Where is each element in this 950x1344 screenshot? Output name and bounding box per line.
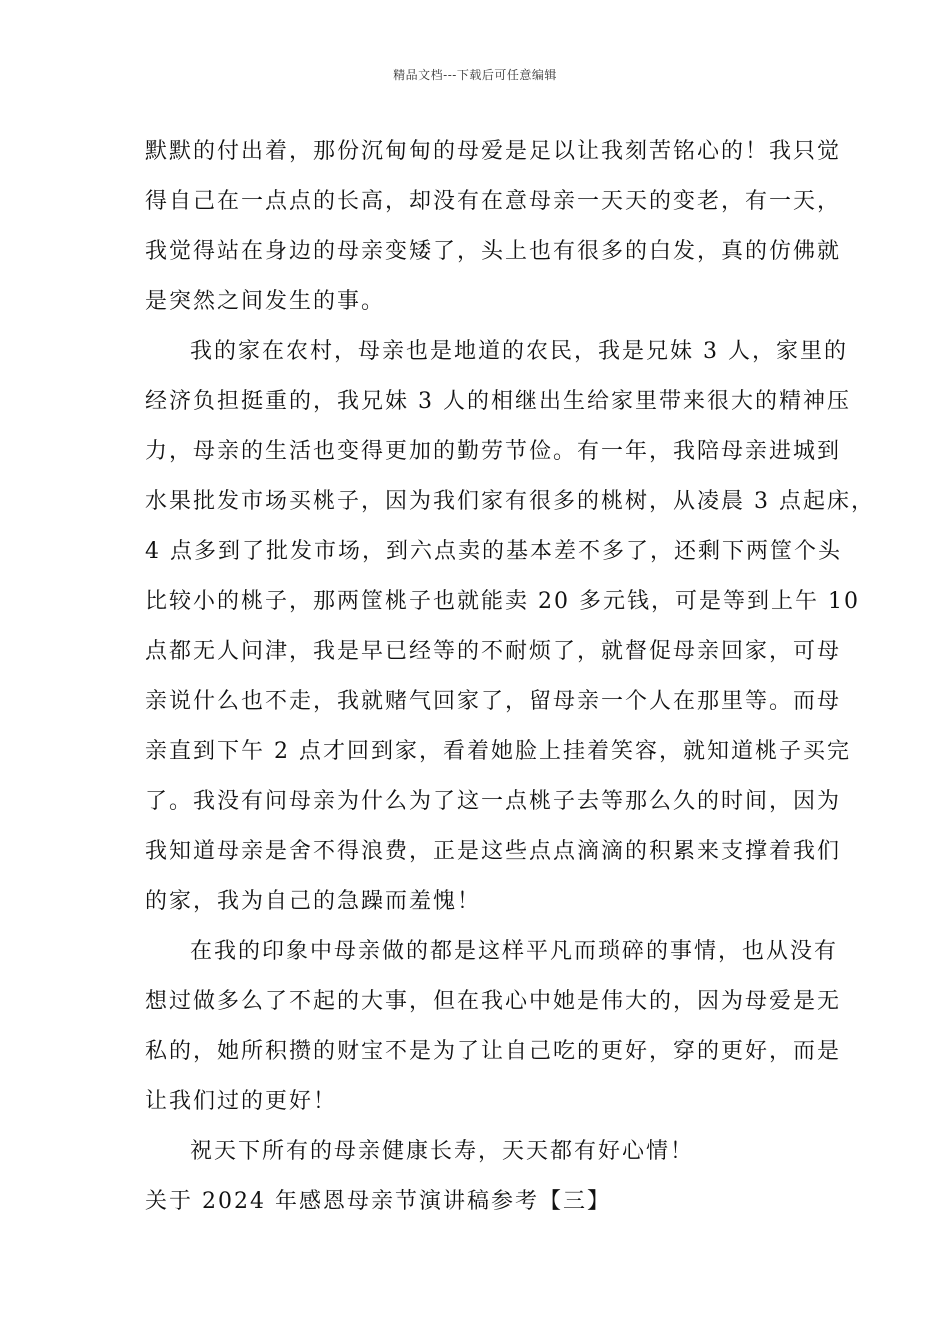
page-header: 精品文档---下载后可任意编辑 bbox=[393, 68, 557, 82]
text-line: 让我们过的更好！ bbox=[145, 1089, 338, 1114]
text-line: 水果批发市场买桃子，因为我们家有很多的桃树，从凌晨 3 点起床， bbox=[145, 489, 875, 514]
text-line: 了。我没有问母亲为什么为了这一点桃子去等那么久的时间，因为 bbox=[145, 789, 842, 814]
text-line: 是突然之间发生的事。 bbox=[145, 289, 386, 314]
text-line: 点都无人问津，我是早已经等的不耐烦了，就督促母亲回家，可母 bbox=[145, 639, 842, 664]
paragraph-start-line: 祝天下所有的母亲健康长寿，天天都有好心情！ bbox=[190, 1139, 695, 1164]
text-line: 力，母亲的生活也变得更加的勤劳节俭。有一年，我陪母亲进城到 bbox=[145, 439, 842, 464]
text-line: 我知道母亲是舍不得浪费，正是这些点点滴滴的积累来支撑着我们 bbox=[145, 839, 842, 864]
text-line: 4 点多到了批发市场，到六点卖的基本差不多了，还剩下两筐个头 bbox=[145, 539, 842, 564]
text-line: 私的，她所积攒的财宝不是为了让自己吃的更好，穿的更好，而是 bbox=[145, 1039, 842, 1064]
text-line: 默默的付出着，那份沉甸甸的母爱是足以让我刻苦铭心的！我只觉 bbox=[145, 139, 842, 164]
text-line: 亲直到下午 2 点才回到家，看着她脸上挂着笑容，就知道桃子买完 bbox=[145, 739, 851, 764]
text-line: 得自己在一点点的长高，却没有在意母亲一天天的变老，有一天， bbox=[145, 189, 842, 214]
text-line: 想过做多么了不起的大事，但在我心中她是伟大的，因为母爱是无 bbox=[145, 989, 842, 1014]
text-line: 比较小的桃子，那两筐桃子也就能卖 20 多元钱，可是等到上午 10 bbox=[145, 589, 860, 614]
text-line: 的家，我为自己的急躁而羞愧！ bbox=[145, 889, 482, 914]
text-line: 经济负担挺重的，我兄妹 3 人的相继出生给家里带来很大的精神压 bbox=[145, 389, 851, 414]
paragraph-start-line: 在我的印象中母亲做的都是这样平凡而琐碎的事情，也从没有 bbox=[190, 939, 839, 964]
paragraph-start-line: 我的家在农村，母亲也是地道的农民，我是兄妹 3 人，家里的 bbox=[190, 339, 848, 364]
section-heading: 关于 2024 年感恩母亲节演讲稿参考【三】 bbox=[145, 1189, 611, 1214]
text-line: 亲说什么也不走，我就赌气回家了，留母亲一个人在那里等。而母 bbox=[145, 689, 842, 714]
text-line: 我觉得站在身边的母亲变矮了，头上也有很多的白发，真的仿佛就 bbox=[145, 239, 842, 264]
